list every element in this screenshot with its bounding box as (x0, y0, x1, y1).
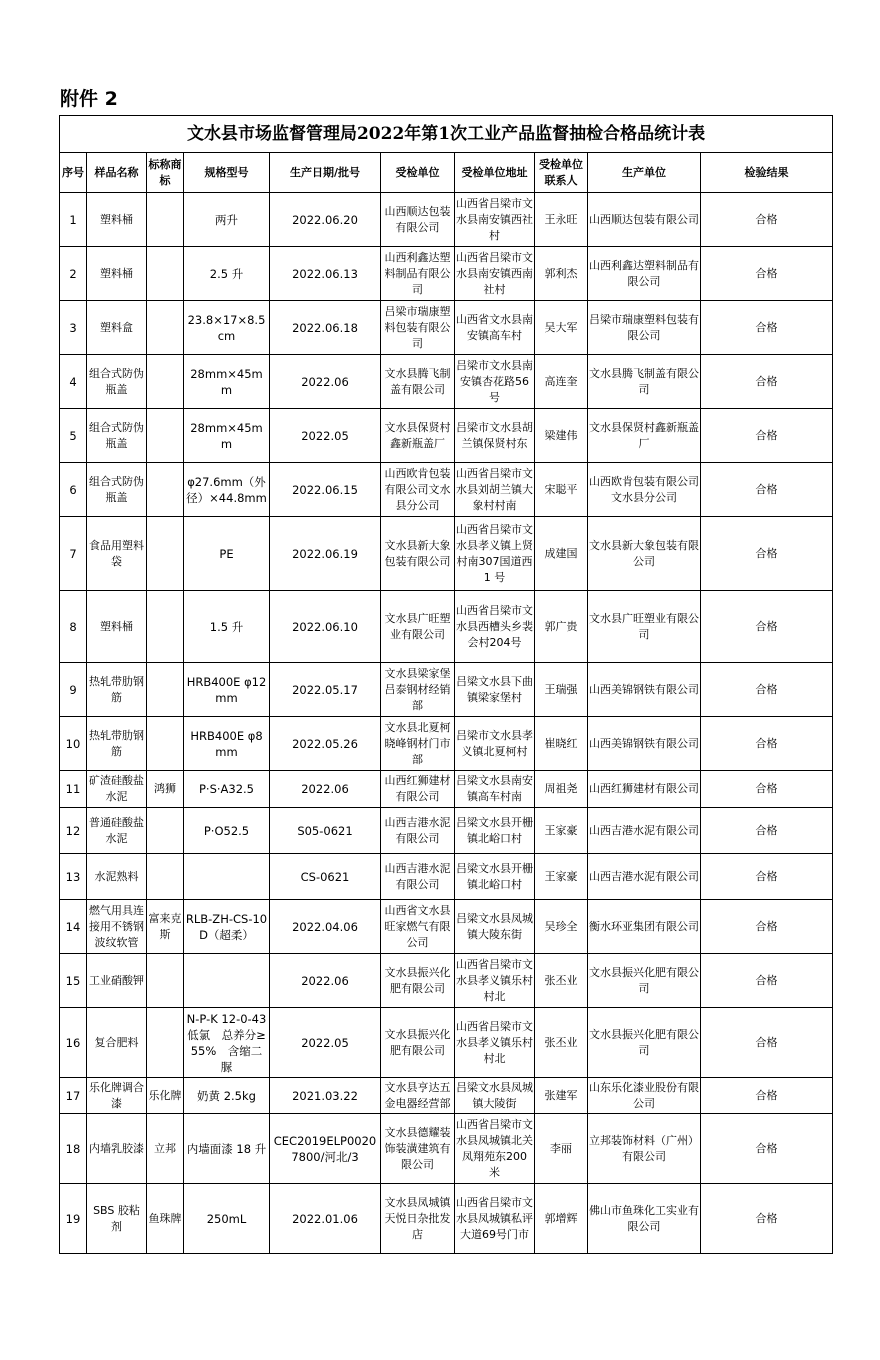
inspected-unit-cell: 山西欧肯包装有限公司文水县分公司 (381, 463, 455, 517)
manufacturer-cell: 山西欧肯包装有限公司文水县分公司 (588, 463, 701, 517)
seq-cell: 19 (60, 1184, 87, 1254)
unit-address-cell: 吕梁市文水县胡兰镇保贤村东 (455, 409, 535, 463)
inspected-unit-cell: 山西红狮建材有限公司 (381, 771, 455, 808)
date-batch-cell: 2022.05 (270, 1008, 381, 1078)
result-cell: 合格 (701, 247, 833, 301)
header-cell: 受检单位地址 (455, 153, 535, 193)
sample-name-cell: 组合式防伪瓶盖 (87, 409, 147, 463)
result-cell: 合格 (701, 409, 833, 463)
inspected-unit-cell: 文水县腾飞制盖有限公司 (381, 355, 455, 409)
spec-cell: 250mL (184, 1184, 270, 1254)
spec-cell: PE (184, 517, 270, 591)
manufacturer-cell: 文水县新大象包装有限公司 (588, 517, 701, 591)
result-cell: 合格 (701, 1078, 833, 1114)
header-row (60, 153, 833, 193)
sample-name-cell: 复合肥料 (87, 1008, 147, 1078)
header-cell: 规格型号 (184, 153, 270, 193)
seq-cell: 15 (60, 954, 87, 1008)
contact-cell: 张丕业 (535, 954, 588, 1008)
spec-cell: 奶黄 2.5kg (184, 1078, 270, 1114)
table-row (60, 355, 833, 409)
brand-cell: 鸿狮 (147, 771, 184, 808)
unit-address-cell: 吕梁文水县凤城镇大陵东街 (455, 900, 535, 954)
sample-name-cell: 热轧带肋钢筋 (87, 717, 147, 771)
attachment-label: 附件 2 (60, 88, 118, 110)
unit-address-cell: 山西省吕梁市文水县孝义镇乐村村北 (455, 1008, 535, 1078)
result-cell: 合格 (701, 355, 833, 409)
result-cell: 合格 (701, 808, 833, 854)
contact-cell: 宋聪平 (535, 463, 588, 517)
manufacturer-cell: 山西美锦钢铁有限公司 (588, 663, 701, 717)
manufacturer-cell: 文水县振兴化肥有限公司 (588, 1008, 701, 1078)
manufacturer-cell: 山西美锦钢铁有限公司 (588, 717, 701, 771)
brand-cell (147, 193, 184, 247)
brand-cell: 富来克斯 (147, 900, 184, 954)
seq-cell: 5 (60, 409, 87, 463)
manufacturer-cell: 文水县腾飞制盖有限公司 (588, 355, 701, 409)
unit-address-cell: 山西省文水县南安镇高车村 (455, 301, 535, 355)
spec-cell: P·S·A32.5 (184, 771, 270, 808)
spec-cell (184, 954, 270, 1008)
manufacturer-cell: 文水县保贤村鑫新瓶盖厂 (588, 409, 701, 463)
table-row (60, 301, 833, 355)
seq-cell: 16 (60, 1008, 87, 1078)
brand-cell (147, 463, 184, 517)
date-batch-cell: 2022.05 (270, 409, 381, 463)
sample-name-cell: 水泥熟料 (87, 854, 147, 900)
date-batch-cell: 2022.05.17 (270, 663, 381, 717)
header-cell: 标称商标 (147, 153, 184, 193)
brand-cell (147, 717, 184, 771)
contact-cell: 郭广贵 (535, 591, 588, 663)
manufacturer-cell: 衡水环亚集团有限公司 (588, 900, 701, 954)
contact-cell: 郭利杰 (535, 247, 588, 301)
unit-address-cell: 吕梁市文水县南安镇杏花路56 号 (455, 355, 535, 409)
spec-cell: N-P-K 12-0-43 低氯 总养分≥55% 含缩二脲 (184, 1008, 270, 1078)
table-row (60, 954, 833, 1008)
sample-name-cell: 内墙乳胶漆 (87, 1114, 147, 1184)
sample-name-cell: 塑料盒 (87, 301, 147, 355)
table-row (60, 717, 833, 771)
table-row (60, 900, 833, 954)
date-batch-cell: 2022.05.26 (270, 717, 381, 771)
date-batch-cell: 2022.06.20 (270, 193, 381, 247)
inspected-unit-cell: 山西利鑫达塑料制品有限公司 (381, 247, 455, 301)
result-cell: 合格 (701, 1008, 833, 1078)
brand-cell (147, 1008, 184, 1078)
seq-cell: 3 (60, 301, 87, 355)
table-row (60, 771, 833, 808)
table-row (60, 1184, 833, 1254)
sample-name-cell: 乐化牌调合漆 (87, 1078, 147, 1114)
sample-name-cell: 工业硝酸钾 (87, 954, 147, 1008)
seq-cell: 7 (60, 517, 87, 591)
inspected-unit-cell: 文水县德耀装饰装潢建筑有限公司 (381, 1114, 455, 1184)
manufacturer-cell: 佛山市鱼珠化工实业有限公司 (588, 1184, 701, 1254)
brand-cell (147, 355, 184, 409)
header-cell: 生产单位 (588, 153, 701, 193)
contact-cell: 王家豪 (535, 854, 588, 900)
date-batch-cell: S05-0621 (270, 808, 381, 854)
manufacturer-cell: 山西利鑫达塑料制品有限公司 (588, 247, 701, 301)
table-row (60, 193, 833, 247)
table-row (60, 1114, 833, 1184)
result-cell: 合格 (701, 900, 833, 954)
date-batch-cell: CEC2019ELP00207800/河北/3 (270, 1114, 381, 1184)
sample-name-cell: 食品用塑料袋 (87, 517, 147, 591)
unit-address-cell: 山西省吕梁市文水县凤城镇私评大道69号门市 (455, 1184, 535, 1254)
result-cell: 合格 (701, 193, 833, 247)
date-batch-cell: 2022.06.19 (270, 517, 381, 591)
spec-cell: 1.5 升 (184, 591, 270, 663)
inspected-unit-cell: 山西吉港水泥有限公司 (381, 808, 455, 854)
seq-cell: 2 (60, 247, 87, 301)
table-row (60, 663, 833, 717)
table-row (60, 517, 833, 591)
sample-name-cell: 热轧带肋钢筋 (87, 663, 147, 717)
date-batch-cell: 2022.06 (270, 771, 381, 808)
unit-address-cell: 山西省吕梁市文水县南安镇西南社村 (455, 247, 535, 301)
manufacturer-cell: 吕梁市瑞康塑料包装有限公司 (588, 301, 701, 355)
header-cell: 受检单位联系人 (535, 153, 588, 193)
result-cell: 合格 (701, 717, 833, 771)
contact-cell: 吴大军 (535, 301, 588, 355)
unit-address-cell: 山西省吕梁市文水县西槽头乡裴会村204号 (455, 591, 535, 663)
header-cell: 受检单位 (381, 153, 455, 193)
seq-cell: 17 (60, 1078, 87, 1114)
spec-cell: RLB-ZH-CS-10D（超柔） (184, 900, 270, 954)
contact-cell: 王家豪 (535, 808, 588, 854)
contact-cell: 梁建伟 (535, 409, 588, 463)
seq-cell: 12 (60, 808, 87, 854)
header-cell: 序号 (60, 153, 87, 193)
seq-cell: 14 (60, 900, 87, 954)
inspected-unit-cell: 文水县振兴化肥有限公司 (381, 1008, 455, 1078)
seq-cell: 11 (60, 771, 87, 808)
result-cell: 合格 (701, 1184, 833, 1254)
brand-cell (147, 301, 184, 355)
result-cell: 合格 (701, 954, 833, 1008)
brand-cell: 立邦 (147, 1114, 184, 1184)
brand-cell (147, 663, 184, 717)
brand-cell: 鱼珠牌 (147, 1184, 184, 1254)
contact-cell: 李丽 (535, 1114, 588, 1184)
contact-cell: 张丕业 (535, 1008, 588, 1078)
inspected-unit-cell: 文水县新大象包装有限公司 (381, 517, 455, 591)
unit-address-cell: 山西省吕梁市文水县孝义镇乐村村北 (455, 954, 535, 1008)
seq-cell: 13 (60, 854, 87, 900)
manufacturer-cell: 山西顺达包装有限公司 (588, 193, 701, 247)
seq-cell: 10 (60, 717, 87, 771)
contact-cell: 郭增辉 (535, 1184, 588, 1254)
table-row (60, 1008, 833, 1078)
sample-name-cell: 塑料桶 (87, 247, 147, 301)
unit-address-cell: 吕梁文水县开栅镇北峪口村 (455, 808, 535, 854)
spec-cell (184, 854, 270, 900)
contact-cell: 吴珍全 (535, 900, 588, 954)
unit-address-cell: 吕梁市文水县孝义镇北夏柯村 (455, 717, 535, 771)
spec-cell: φ27.6mm（外径）×44.8mm (184, 463, 270, 517)
result-cell: 合格 (701, 591, 833, 663)
header-cell: 样品名称 (87, 153, 147, 193)
table-title: 文水县市场监督管理局2022年第1次工业产品监督抽检合格品统计表 (60, 116, 833, 153)
result-cell: 合格 (701, 301, 833, 355)
spec-cell: 23.8×17×8.5cm (184, 301, 270, 355)
inspected-unit-cell: 文水县保贤村鑫新瓶盖厂 (381, 409, 455, 463)
inspected-unit-cell: 文水县广旺塑业有限公司 (381, 591, 455, 663)
sample-name-cell: SBS 胶粘剂 (87, 1184, 147, 1254)
contact-cell: 张建军 (535, 1078, 588, 1114)
date-batch-cell: 2022.01.06 (270, 1184, 381, 1254)
brand-cell (147, 517, 184, 591)
inspected-unit-cell: 文水县亨达五金电器经营部 (381, 1078, 455, 1114)
result-cell: 合格 (701, 1114, 833, 1184)
brand-cell (147, 247, 184, 301)
header-cell: 生产日期/批号 (270, 153, 381, 193)
inspected-unit-cell: 山西顺达包装有限公司 (381, 193, 455, 247)
unit-address-cell: 吕梁文水县开栅镇北峪口村 (455, 854, 535, 900)
contact-cell: 成建国 (535, 517, 588, 591)
date-batch-cell: 2022.06 (270, 954, 381, 1008)
table-row (60, 409, 833, 463)
inspected-unit-cell: 山西省文水县旺家燃气有限公司 (381, 900, 455, 954)
brand-cell (147, 854, 184, 900)
header-cell: 检验结果 (701, 153, 833, 193)
sample-name-cell: 塑料桶 (87, 193, 147, 247)
manufacturer-cell: 山西吉港水泥有限公司 (588, 854, 701, 900)
unit-address-cell: 山西省吕梁市文水县凤城镇北关凤翔苑东200 米 (455, 1114, 535, 1184)
date-batch-cell: 2022.06.18 (270, 301, 381, 355)
statistics-table (59, 115, 833, 1254)
sample-name-cell: 普通硅酸盐水泥 (87, 808, 147, 854)
result-cell: 合格 (701, 771, 833, 808)
seq-cell: 8 (60, 591, 87, 663)
brand-cell (147, 409, 184, 463)
spec-cell: 内墙面漆 18 升 (184, 1114, 270, 1184)
inspected-unit-cell: 文水县北夏柯晓峰钢材门市部 (381, 717, 455, 771)
date-batch-cell: 2022.06.15 (270, 463, 381, 517)
inspected-unit-cell: 山西吉港水泥有限公司 (381, 854, 455, 900)
inspected-unit-cell: 吕梁市瑞康塑料包装有限公司 (381, 301, 455, 355)
manufacturer-cell: 文水县广旺塑业有限公司 (588, 591, 701, 663)
brand-cell (147, 591, 184, 663)
result-cell: 合格 (701, 854, 833, 900)
date-batch-cell: 2022.06.10 (270, 591, 381, 663)
table-row (60, 1078, 833, 1114)
manufacturer-cell: 山西红狮建材有限公司 (588, 771, 701, 808)
spec-cell: 28mm×45mm (184, 355, 270, 409)
sample-name-cell: 燃气用具连接用不锈钢波纹软管 (87, 900, 147, 954)
contact-cell: 王瑞强 (535, 663, 588, 717)
unit-address-cell: 吕梁文水县凤城镇大陵街 (455, 1078, 535, 1114)
table-row (60, 463, 833, 517)
table-row (60, 854, 833, 900)
unit-address-cell: 吕梁文水县南安镇高车村南 (455, 771, 535, 808)
unit-address-cell: 山西省吕梁市文水县刘胡兰镇大象村村南 (455, 463, 535, 517)
seq-cell: 6 (60, 463, 87, 517)
inspected-unit-cell: 文水县振兴化肥有限公司 (381, 954, 455, 1008)
seq-cell: 1 (60, 193, 87, 247)
date-batch-cell: 2022.06.13 (270, 247, 381, 301)
sample-name-cell: 组合式防伪瓶盖 (87, 463, 147, 517)
contact-cell: 王永旺 (535, 193, 588, 247)
sample-name-cell: 矿渣硅酸盐水泥 (87, 771, 147, 808)
manufacturer-cell: 山东乐化漆业股份有限公司 (588, 1078, 701, 1114)
inspected-unit-cell: 文水县梁家堡吕泰钢材经销部 (381, 663, 455, 717)
seq-cell: 9 (60, 663, 87, 717)
seq-cell: 4 (60, 355, 87, 409)
manufacturer-cell: 文水县振兴化肥有限公司 (588, 954, 701, 1008)
date-batch-cell: 2022.06 (270, 355, 381, 409)
spec-cell: P·O52.5 (184, 808, 270, 854)
contact-cell: 崔晓红 (535, 717, 588, 771)
unit-address-cell: 山西省吕梁市文水县孝义镇上贤村南307国道西1 号 (455, 517, 535, 591)
spec-cell: HRB400E φ8mm (184, 717, 270, 771)
table-row (60, 591, 833, 663)
brand-cell (147, 954, 184, 1008)
date-batch-cell: CS-0621 (270, 854, 381, 900)
unit-address-cell: 吕梁文水县下曲镇梁家堡村 (455, 663, 535, 717)
manufacturer-cell: 立邦装饰材料（广州）有限公司 (588, 1114, 701, 1184)
unit-address-cell: 山西省吕梁市文水县南安镇西社村 (455, 193, 535, 247)
spec-cell: 2.5 升 (184, 247, 270, 301)
brand-cell: 乐化牌 (147, 1078, 184, 1114)
contact-cell: 周祖尧 (535, 771, 588, 808)
date-batch-cell: 2022.04.06 (270, 900, 381, 954)
brand-cell (147, 808, 184, 854)
table-row (60, 247, 833, 301)
seq-cell: 18 (60, 1114, 87, 1184)
spec-cell: HRB400E φ12mm (184, 663, 270, 717)
spec-cell: 28mm×45mm (184, 409, 270, 463)
sample-name-cell: 塑料桶 (87, 591, 147, 663)
table-row (60, 808, 833, 854)
result-cell: 合格 (701, 463, 833, 517)
spec-cell: 两升 (184, 193, 270, 247)
date-batch-cell: 2021.03.22 (270, 1078, 381, 1114)
manufacturer-cell: 山西吉港水泥有限公司 (588, 808, 701, 854)
inspected-unit-cell: 文水县凤城镇天悦日杂批发店 (381, 1184, 455, 1254)
result-cell: 合格 (701, 517, 833, 591)
contact-cell: 高连奎 (535, 355, 588, 409)
sample-name-cell: 组合式防伪瓶盖 (87, 355, 147, 409)
result-cell: 合格 (701, 663, 833, 717)
